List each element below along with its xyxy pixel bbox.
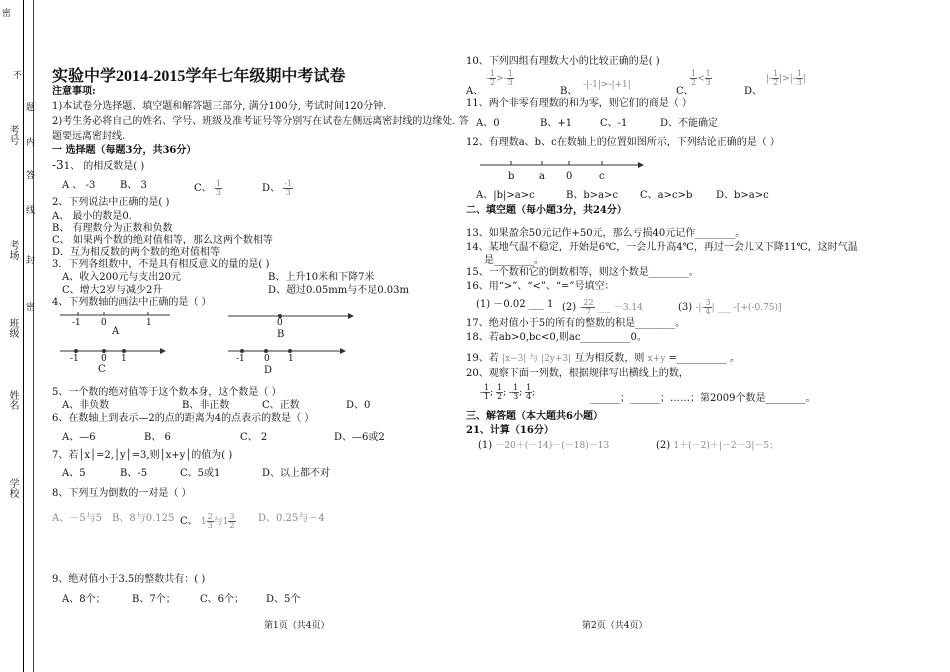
q4-label-b: B: [277, 329, 285, 340]
axis-d-label: -1: [236, 354, 245, 364]
label-kaohao: 考号: [7, 125, 18, 145]
axis-d-label: 0: [264, 354, 270, 364]
question-19: 19、若 |x−3| 与 |2y+3| 互为相反数，则 x+y =__________ 。: [466, 353, 741, 364]
q4-label-a: A: [112, 326, 120, 337]
q10-option-a: A、: [466, 86, 484, 97]
number-line-b: [228, 310, 358, 324]
margin-char: 封: [26, 256, 36, 266]
question-21: 21、计算（16分）: [466, 425, 554, 436]
q7-option-d: D、以上都不对: [262, 468, 331, 479]
q10-a-expr: - $\frac{1}{2}$ >- $\frac{1}{3}$: [486, 69, 513, 87]
q5-option-a: A、非负数: [62, 400, 110, 411]
page-footer-left: 第1页（共4页）: [264, 621, 330, 631]
q2-option-b: B、 有理数分为正数和负数: [52, 223, 173, 234]
question-6: 6、在数轴上到表示—2的点的距离为4的点表示的数是（ ）: [52, 413, 315, 424]
axis-d-label: 1: [288, 354, 294, 364]
q10-b-expr: -|-1|>-|+1|: [583, 80, 631, 90]
margin-char: 不: [13, 71, 23, 81]
section-1-heading: 一 选择题（每题3分，共36分）: [52, 145, 197, 156]
q3-option-d: D、超过0.05mm与不足0.03m: [268, 285, 409, 296]
q9-option-c: C、6个；: [200, 594, 245, 605]
axis-c-label: -1: [70, 354, 79, 364]
question-12: 12、有理数a、b、c在数轴上的位置如图所示，下列结论正确的是（ ）: [466, 137, 780, 148]
margin-char: 内: [26, 138, 36, 148]
q8-option-b: B、8与0.125: [112, 513, 175, 524]
q2-option-a: A、 最小的数是0.: [52, 211, 132, 222]
q4-label-d: D: [264, 365, 273, 376]
number-line-q12: [480, 160, 650, 172]
q20-blanks: ______；______；……；第2009个数是________。: [590, 393, 816, 404]
q21-part-1: (1) －20＋(－14)－(－18)－13: [478, 440, 610, 451]
question-4: 4、下列数轴的画法中正确的是（ ）: [52, 297, 212, 308]
q11-option-d: D、不能确定: [660, 118, 719, 129]
margin-char: 线: [26, 206, 36, 216]
q4-label-c: C: [98, 364, 106, 375]
axis-a-label: 1: [146, 318, 152, 328]
q7-option-a: A、5: [62, 468, 86, 479]
q10-c-expr: $\frac{1}{2}$ < $\frac{1}{3}$: [691, 69, 711, 87]
q10-option-d: D、: [744, 86, 763, 97]
question-3: 3．下列各组数中，不是具有相反意义的量的是( ): [52, 259, 270, 270]
q5-option-b: B、非正数: [182, 400, 230, 411]
q7-option-b: B、-5: [120, 468, 148, 479]
q8-option-c: C、 1 $\frac{2}{3}$ 与1 $\frac{3}{2}$: [180, 512, 235, 530]
q12-axis-label: b: [508, 171, 515, 182]
q6-option-d: D、—6或2: [334, 432, 385, 443]
notes-heading: 注意事项:: [52, 86, 96, 97]
q3-option-c: C、增大2岁与减少2升: [62, 285, 163, 296]
label-banji: 班级: [7, 318, 18, 338]
question-14: 14、某地气温不稳定，开始是6℃，一会儿升高4℃，再过一会儿又下降11℃，这时气温: [466, 242, 858, 253]
q6-option-b: B、 6: [144, 432, 171, 443]
question-9: 9、绝对值小于3.5的整数共有：( ): [52, 574, 206, 585]
q11-option-c: C、-1: [600, 118, 628, 129]
q11-option-b: B、+1: [540, 118, 573, 129]
q1-option-d: D、 $\frac{-1}{3}$: [262, 179, 293, 197]
exam-title: 实验中学2014-2015学年七年级期中考试卷: [52, 68, 346, 85]
margin-char: 题: [26, 103, 36, 113]
section-2-heading: 二、填空题（每小题3分，共24分）: [466, 205, 627, 216]
axis-c-label: 1: [121, 354, 127, 364]
q3-option-a: A、收入200元与支出20元: [62, 272, 182, 283]
q12-axis-label: a: [539, 171, 545, 182]
label-xingming: 姓名: [7, 390, 18, 410]
question-18: 18、若ab>0,bc<0,则ac__________0。: [466, 332, 647, 343]
margin-char: 密: [2, 9, 12, 19]
binding-line: [23, 0, 24, 672]
note-1: 1)本试卷分选择题、填空题和解答题三部分, 满分100分, 考试时间120分钟.: [52, 101, 387, 112]
label-kaochang: 考场: [7, 240, 18, 260]
q2-option-d: D．互为相反数的两个数的绝对值相等: [52, 247, 221, 258]
question-7: 7、若│x│=2,│y│=3,则│x+y│的值为( ): [52, 450, 233, 461]
q3-option-b: B、上升10米和下降7米: [268, 272, 375, 283]
q5-option-d: D、0: [346, 400, 371, 411]
q2-option-c: C、 如果两个数的绝对值相等，那么这两个数相等: [52, 235, 273, 246]
q12-option-c: C、a>c>b: [640, 190, 693, 201]
question-13: 13、如果盈余50元记作+50元，那么亏损40元记作________。: [466, 228, 746, 239]
q16-part-2: (2) - $\frac{22}{7}$ ___ －3.14: [562, 298, 643, 316]
q10-option-c: C、: [676, 86, 694, 97]
q1-option-a: A 、 -3: [62, 180, 96, 191]
question-1: -31、 的相反数是( ): [52, 158, 145, 172]
question-5: 5、一个数的绝对值等于这个数本身，这个数是（ ）: [52, 387, 282, 398]
q16-part-1: (1) －0.02 ___ 1: [476, 299, 554, 310]
axis-b-label: 0: [277, 318, 283, 328]
q12-option-b: B、b>a>c: [566, 190, 619, 201]
question-14b: 是________。: [484, 255, 544, 266]
axis-a-label: -1: [72, 318, 81, 328]
q21-part-2: (2) 1＋(－2)＋|－2－3|－5；: [656, 440, 779, 451]
question-15: 15、一个数和它的倒数相等，则这个数是________。: [466, 267, 699, 278]
q7-option-c: C、5或1: [180, 468, 221, 479]
q10-option-b: B、: [560, 86, 578, 97]
question-8: 8、下列互为倒数的一对是（ ）: [52, 488, 192, 499]
q1-option-b: B、 3: [120, 180, 147, 191]
label-xuexiao: 学校: [7, 478, 18, 498]
q12-axis-label: 0: [566, 171, 573, 182]
q1-option-c: C、 $\frac{1}{3}$: [194, 179, 221, 197]
q20-sequence: - $\frac{1}{1}$ ; $\frac{1}{2}$ ; - $\frac{1}{3}$ ; $\frac{1}{4}$ ;: [480, 383, 536, 401]
question-2: 2、下列说法中正确的是( ): [52, 197, 170, 208]
q10-d-expr: |- $\frac{1}{2}$ |>|- $\frac{1}{3}$ |: [766, 69, 806, 87]
q6-option-a: A、—6: [62, 432, 96, 443]
q16-part-3: (3) -|- $\frac{3}{4}$ | ___ -[+(-0.75)]: [678, 298, 782, 316]
q12-option-d: D、b>a>c: [716, 190, 769, 201]
q12-option-a: A、|b|>a>c: [476, 190, 535, 201]
question-10: 10、下列四组有理数大小的比较正确的是( ): [466, 56, 660, 67]
note-2: 2)考生务必将自己的姓名、学号、班级及准考证号等分别写在试卷左侧远离密封线的边缘处. 答: [52, 116, 469, 127]
q11-option-a: A、0: [476, 118, 500, 129]
q6-option-c: C、 2: [240, 432, 268, 443]
axis-c-label: 0: [101, 354, 107, 364]
question-11: 11、两个非零有理数的和为零，则它们的商是（ ）: [466, 98, 692, 109]
question-16: 16、用“>”、“<”、“=”号填空：: [466, 281, 615, 292]
axis-a-label: 0: [101, 318, 107, 328]
q12-axis-label: c: [599, 171, 605, 182]
margin-char: 答: [26, 171, 36, 181]
q5-option-c: C、正数: [262, 400, 300, 411]
q9-option-b: B、7个；: [132, 594, 176, 605]
note-2b: 题要远离密封线.: [52, 131, 126, 142]
question-17: 17、绝对值小于5的所有的整数的积是________。: [466, 318, 686, 329]
q8-option-d: D、0.25与－4: [258, 513, 325, 524]
page-footer-right: 第2页（共4页）: [582, 621, 648, 631]
section-3-heading: 三、解答题（本大题共6小题）: [466, 411, 603, 422]
q9-option-a: A、8个；: [62, 594, 106, 605]
q9-option-d: D、5个: [266, 594, 301, 605]
margin-char: 密: [26, 303, 36, 313]
q8-option-a: A、－5与5: [52, 513, 102, 524]
question-20: 20、观察下面一列数，根据规律写出横线上的数，: [466, 368, 689, 379]
